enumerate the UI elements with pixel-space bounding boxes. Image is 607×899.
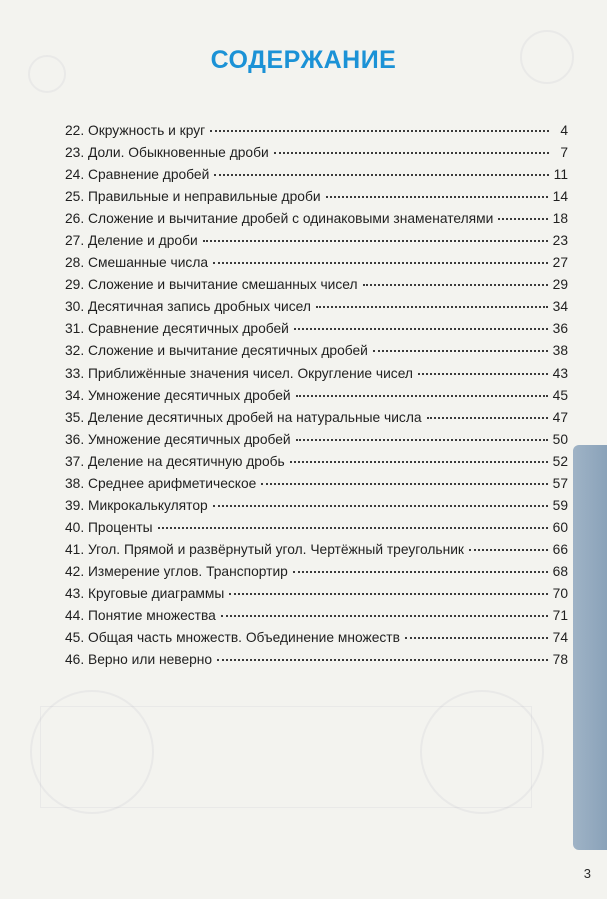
- toc-leader-dots: [214, 174, 548, 176]
- toc-item-page: 74: [552, 630, 568, 646]
- toc-item-page: 71: [552, 608, 568, 624]
- toc-leader-dots: [221, 615, 548, 617]
- toc-item-title: 34. Умножение десятичных дробей: [65, 387, 291, 403]
- toc-leader-dots: [294, 328, 548, 330]
- toc-item-title: 33. Приближённые значения чисел. Округление чисел: [65, 365, 413, 381]
- toc-item-title: 31. Сравнение десятичных дробей: [65, 321, 289, 337]
- toc-item-title: 29. Сложение и вычитание смешанных чисел: [65, 277, 358, 293]
- toc-item-page: 70: [552, 585, 568, 601]
- toc-item-title: 24. Сравнение дробей: [65, 167, 210, 183]
- toc-item-page: 45: [552, 387, 568, 403]
- toc-leader-dots: [373, 350, 548, 352]
- toc-leader-dots: [469, 549, 548, 551]
- toc-leader-dots: [203, 240, 548, 242]
- toc-item: [65, 497, 568, 519]
- toc-leader-dots: [498, 218, 547, 220]
- bleed-through-table: [40, 706, 532, 808]
- toc-leader-dots: [427, 417, 548, 419]
- toc-leader-dots: [405, 637, 548, 639]
- toc-item-title: 27. Деление и дроби: [65, 233, 198, 249]
- toc-item: [65, 387, 568, 409]
- toc-leader-dots: [229, 593, 547, 595]
- toc-item-title: 41. Угол. Прямой и развёрнутый угол. Чертёжный треугольник: [65, 541, 464, 557]
- toc-item-page: 59: [552, 497, 568, 513]
- toc-item: [65, 276, 568, 298]
- toc-item-page: 57: [552, 475, 568, 491]
- toc-item-title: 25. Правильные и неправильные дроби: [65, 189, 321, 205]
- toc-item-title: 42. Измерение углов. Транспортир: [65, 563, 288, 579]
- toc-item-page: 23: [552, 233, 568, 249]
- toc-item-title: 39. Микрокалькулятор: [65, 497, 208, 513]
- toc-item-title: 45. Общая часть множеств. Объединение множеств: [65, 630, 400, 646]
- toc-item: [65, 144, 568, 166]
- toc-leader-dots: [290, 461, 548, 463]
- toc-item-page: 43: [552, 365, 568, 381]
- toc-item-page: 29: [552, 277, 568, 293]
- toc-leader-dots: [296, 395, 548, 397]
- toc-item-title: 36. Умножение десятичных дробей: [65, 431, 291, 447]
- toc-item: [65, 210, 568, 232]
- toc-leader-dots: [293, 571, 548, 573]
- toc-item: [65, 475, 568, 497]
- toc-item-title: 23. Доли. Обыкновенные дроби: [65, 145, 269, 161]
- toc-item: [65, 453, 568, 475]
- toc-item-title: 22. Окружность и круг: [65, 123, 206, 138]
- toc-leader-dots: [316, 306, 548, 308]
- toc-item-title: 28. Смешанные числа: [65, 255, 209, 271]
- toc-item-page: 14: [552, 189, 568, 205]
- toc-item-page: 52: [552, 453, 568, 469]
- toc-item: [65, 232, 568, 254]
- toc-leader-dots: [213, 505, 548, 507]
- toc-item-page: 7: [560, 145, 568, 161]
- toc-item: [65, 342, 568, 364]
- toc-item-page: 36: [552, 321, 568, 337]
- toc-item-page: 60: [552, 519, 568, 535]
- toc-leader-dots: [363, 284, 548, 286]
- toc-leader-dots: [296, 439, 548, 441]
- toc-item-title: 32. Сложение и вычитание десятичных дробей: [65, 343, 368, 359]
- toc-item-page: 68: [552, 563, 568, 579]
- toc-item: [65, 431, 568, 453]
- toc-leader-dots: [261, 483, 547, 485]
- toc-item-title: 30. Десятичная запись дробных чисел: [65, 299, 311, 315]
- toc-item-title: 40. Проценты: [65, 519, 153, 535]
- toc-item-page: 27: [552, 255, 568, 271]
- toc-item-title: 44. Понятие множества: [65, 608, 216, 624]
- toc-item-page: 34: [552, 299, 568, 315]
- toc-item-page: 78: [552, 652, 568, 668]
- toc-item-page: 38: [552, 343, 568, 359]
- toc-leader-dots: [210, 130, 549, 132]
- toc-item: [65, 320, 568, 342]
- toc-item-page: 4: [560, 123, 568, 138]
- page-title: СОДЕРЖАНИЕ: [210, 46, 397, 74]
- toc-item: [65, 122, 568, 144]
- toc-item-title: 35. Деление десятичных дробей на натуральные числа: [65, 409, 422, 425]
- toc-item: [65, 651, 568, 673]
- toc-item-page: 18: [552, 211, 568, 227]
- toc-leader-dots: [418, 373, 548, 375]
- toc-item: [65, 563, 568, 585]
- toc-item-title: 37. Деление на десятичную дробь: [65, 453, 285, 469]
- toc-item: [65, 409, 568, 431]
- toc-leader-dots: [158, 527, 548, 529]
- page-number: 3: [583, 866, 591, 881]
- toc-item-title: 46. Верно или неверно: [65, 652, 213, 668]
- toc-item: [65, 585, 568, 607]
- side-tab: [573, 445, 607, 850]
- toc-item-title: 38. Среднее арифметическое: [65, 475, 257, 491]
- toc-item: [65, 166, 568, 188]
- toc-item: [65, 541, 568, 563]
- toc-item: [65, 298, 568, 320]
- toc-item: [65, 188, 568, 210]
- toc-item-page: 11: [553, 167, 568, 183]
- toc-item: [65, 365, 568, 387]
- toc-leader-dots: [213, 262, 548, 264]
- toc-item-title: 43. Круговые диаграммы: [65, 585, 225, 601]
- toc-leader-dots: [274, 152, 549, 154]
- toc-item: [65, 254, 568, 276]
- toc-item: [65, 629, 568, 651]
- toc-leader-dots: [326, 196, 548, 198]
- toc-item: [65, 607, 568, 629]
- toc-item-page: 50: [552, 431, 568, 447]
- table-of-contents: [65, 122, 568, 673]
- toc-item-title: 26. Сложение и вычитание дробей с одинаковыми знаменателями: [65, 211, 494, 227]
- toc-item-page: 66: [552, 541, 568, 557]
- toc-leader-dots: [217, 659, 548, 661]
- toc-item-page: 47: [552, 409, 568, 425]
- toc-item: [65, 519, 568, 541]
